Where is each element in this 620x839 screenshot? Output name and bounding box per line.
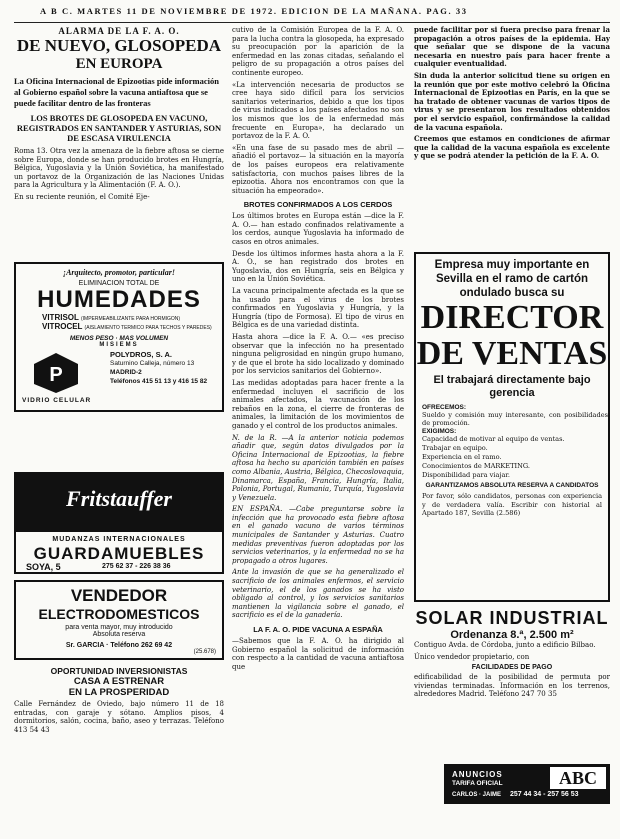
- abc-line: ANUNCIOS: [452, 770, 503, 779]
- ad-guarantee: GARANTIZAMOS ABSOLUTA RESERVA A CANDIDATOS: [425, 482, 599, 489]
- section-heading: LA F. A. O. PIDE VACUNA A ESPAÑA: [253, 625, 383, 634]
- polydros-logo-icon: [32, 352, 80, 394]
- ad-director-ventas: [414, 252, 610, 602]
- abc-line: CARLOS · JAIME: [452, 792, 502, 798]
- article-paragraph: La vacuna principalmente afectada es la que se ha usado para el virus de los brotes confirmados en Yugoslavia y Hungría, y la Hungría (tipo de Formosa). El tipo de virus en Bélgica es de una variedad distinta.: [232, 287, 404, 330]
- article-headline: DE NUEVO, GLOSOPEDA: [16, 36, 222, 55]
- ad-phones: 275 62 37 - 226 38 36: [102, 563, 171, 570]
- ad-title: VENDEDOR: [70, 586, 168, 605]
- ad-body: Contiguo Avda. de Córdoba, junto a edificio Bilbao.: [414, 641, 596, 649]
- article-paragraph: EN ESPAÑA. —Cabe preguntarse sobre la infección que ha provocado esta fiebre aftosa en el ganado vacuno de varios términos municipales de Santander y Asturias. Cuatro medidas preventivas fueron adoptadas por los servicios veterinarios, y la enfermedad no se ha propagado a otros lugares.: [232, 505, 404, 565]
- ad-address: SOYA, 5: [26, 562, 61, 572]
- article-paragraph: Creemos que estamos en condiciones de afirmar que la calidad de la vacuna española es excelente y que se podrá atender la petición de la F. A. O.: [414, 134, 610, 161]
- ad-address: Saturnino Calleja, número 13: [110, 360, 195, 367]
- ad-item: Sueldo y comisión muy interesante, con posibilidades de promoción.: [422, 411, 608, 427]
- abc-phones: 257 44 34 - 257 56 53: [510, 791, 579, 798]
- ad-line: Empresa muy importante en Sevilla en el ramo de cartón ondulado busca su: [434, 259, 590, 299]
- ad-ref: (25.678): [193, 649, 216, 655]
- ad-line: ELIMINACION TOTAL DE: [78, 280, 160, 287]
- ad-oportunidad: [14, 666, 224, 746]
- article-subhead-2: LOS BROTES DE GLOSOPEDA EN VACUNO, REGISTRADOS EN SANTANDER Y ASTURIAS, SON DE ESCASA VIRULENCIA: [16, 113, 222, 143]
- ad-body: Único vendedor propietario, con: [414, 652, 530, 661]
- ad-section: FACILIDADES DE PAGO: [471, 664, 553, 672]
- abc-line: TARIFA OFICIAL: [452, 780, 503, 787]
- article-paragraph: «La intervención necesaria de productos se cree haya sido difícil para los servicios sanitarios veterinarios, debido a que los tipos de virus indicados a los países afectados no son los mismos que los de la enfermedad más frecuente en Europa», ha declarado un portavoz de la F. A. O.: [232, 80, 404, 141]
- ad-title: HUMEDADES: [37, 286, 201, 313]
- article-glosopeda: [14, 26, 224, 260]
- ad-line: ¡Arquitecto, promotor, particular!: [62, 268, 176, 277]
- article-headline-2: EN EUROPA: [75, 56, 163, 72]
- ad-title-2: DE VENTAS: [416, 335, 608, 372]
- article-paragraph: Roma 13. Otra vez la amenaza de la fiebre aftosa se cierne sobre Europa, donde se han producido brotes en Hungría, Bélgica, Yugoslavia y la Unión Soviética, ha manifestado un portavoz de la Organización de las Naciones Unidas para la Agricultura y la Alimentación (F. A. O.).: [14, 147, 224, 190]
- svg-text:P: P: [49, 364, 63, 386]
- product-note: (IMPERMEABILIZANTE PARA HORMIGON): [80, 316, 181, 322]
- ad-footer: Por favor, sólo candidatos, personas con experiencia y de verdadera valía. Escribir con historial al Apartado 187, Sevilla (2.586): [422, 492, 602, 518]
- ad-line: Absoluta reserva: [92, 631, 146, 638]
- ad-title-2: CASA A ESTRENAR: [73, 676, 165, 687]
- article-paragraph: cutivo de la Comisión Europea de la F. A. O. para la lucha contra la glosopeda, ha expresado su preocupación por la aparición de la enfermedad en las zonas citadas, señalando el peligro de su propagación a otros países del continente europeo.: [232, 26, 404, 77]
- product-name: VITROCEL: [42, 322, 83, 331]
- ad-item: Experiencia en el ramo.: [422, 453, 502, 461]
- ad-phones: Teléfonos 415 51 13 y 416 15 82: [110, 378, 208, 385]
- article-continuation: [232, 26, 404, 786]
- ad-item: Capacidad de motivar al equipo de ventas.: [422, 435, 565, 443]
- ad-title: GUARDAMUEBLES: [33, 544, 205, 563]
- ad-title: SOLAR INDUSTRIAL: [415, 608, 609, 628]
- abc-logo: ABC: [550, 767, 606, 789]
- ad-tagline: VIDRIO CELULAR: [22, 397, 92, 404]
- article-paragraph: Ante la invasión de que se ha generalizado el sacrificio de los animales enfermos, el servicio veterinario, el de los ganados se ha visto obligado al control, y los servicios sanitarios mantienen la vigilancia sobre el ganado, el sacrificio es el de la ganadería.: [232, 568, 404, 620]
- ad-vendedor: [14, 580, 224, 660]
- article-paragraph: N. de la R. —A la anterior noticia podemos añadir que, según datos divulgados por la Oficina Internacional de Epizootias, la fiebre aftosa ha hecho su aparición también en países como Albania, Austria, Bélgica, Checoslovaquia, Dinamarca, España, Francia, Hungría, Italia, Polonia, Portugal, Rumania, Turquía, Yugoslavia y Venezuela.: [232, 433, 404, 502]
- ad-brand: MISIEMS: [99, 342, 139, 348]
- article-paragraph: «En una fase de su pasado mes de abril —añadió el portavoz— la situación en la mayoría de los países europeos era relativamente satisfactoria, con muchos países libres de la epizootia. Ahora nos encontramos con que la situación ha empeorado».: [232, 143, 404, 195]
- ad-address: MADRID-2: [110, 369, 142, 376]
- ad-logo: Fritstauffer: [66, 486, 172, 511]
- article-subhead: La Oficina Internacional de Epizootias pide información al Gobierno español sobre la vacuna antiaftosa que se puede facilitar dentro de las fronteras: [14, 76, 219, 108]
- ad-item: Trabajar en equipo.: [422, 444, 488, 452]
- ad-abc-tarifa: [444, 764, 610, 804]
- ad-contact: Sr. GARCIA · Teléfono 262 69 42: [65, 642, 173, 649]
- ad-company: POLYDROS, S. A.: [110, 350, 172, 359]
- ad-item: Disponibilidad para viajar.: [422, 471, 510, 479]
- ad-subtitle: Ordenanza 8.ª, 2.500 m²: [450, 629, 574, 641]
- ad-body: edificabilidad de la posibilidad de permuta por viviendas terminadas. Información en los terrenos, alrededores Madrid. Teléfono 247 70 35: [414, 673, 610, 699]
- ad-section: EXIGIMOS:: [422, 428, 457, 435]
- ad-subtitle: El trabajará directamente bajo gerencia: [433, 374, 591, 399]
- article-paragraph: Desde los últimos informes hasta ahora a la F. A. O., se han registrado dos brotes en Yugoslavia, dos en Hungría, seis en Bélgica y uno en la Unión Soviética.: [232, 249, 404, 284]
- section-heading: BROTES CONFIRMADOS A LOS CERDOS: [243, 200, 393, 210]
- product-note: (AISLAMIENTO TERMICO PARA TECHOS Y PAREDES): [84, 325, 212, 331]
- article-paragraph: —Sabemos que la F. A. O. ha dirigido al Gobierno español la solicitud de información con respecto a la cantidad de vacuna antiaftosa que: [232, 637, 404, 671]
- article-paragraph: En su reciente reunión, el Comité Eje-: [14, 192, 150, 201]
- article-paragraph: puede facilitar por si fuera preciso para frenar la propagación a otros países de la epidemia. Hay que señalar que se dispone de la vacuna necesaria en nuestro país para hacer frente a cualquier eventualidad.: [414, 26, 610, 69]
- ad-line: MUDANZAS INTERNACIONALES: [52, 536, 186, 543]
- ad-slogan: MENOS PESO · MAS VOLUMEN: [69, 335, 169, 342]
- ad-title-2: ELECTRODOMESTICOS: [38, 606, 200, 622]
- ad-body: Calle Fernández de Oviedo, bajo número 11 de 18 entradas, con garaje y sótano. Amplios pisos, 4 dormitorios, salón, cocina, baño, aseo y terrazas. Teléfono 413 54 43: [14, 700, 224, 734]
- article-continuation-3: [414, 26, 610, 248]
- page-header: A B C. MARTES 11 DE NOVIEMBRE DE 1972. EDICION DE LA MAÑANA. PAG. 33: [40, 6, 468, 16]
- ad-guardamuebles: [14, 472, 224, 574]
- ad-title-3: EN LA PROSPERIDAD: [68, 687, 170, 698]
- ad-item: Conocimientos de MARKETING.: [422, 462, 530, 470]
- header-rule: [14, 22, 610, 23]
- article-paragraph: Hasta ahora —dice la F. A. O.— «es preciso observar que la infección no ha presentado ninguna peligrosidad en ningún grupo humano, y de que el brote ha sido localizado y dominado por los servicios sanitarios del Gobierno».: [232, 333, 404, 376]
- ad-section: OFRECEMOS:: [422, 404, 467, 411]
- ad-line: para venta mayor, muy introducido: [65, 624, 173, 631]
- ad-title: DIRECTOR: [420, 299, 604, 336]
- ad-humedades: [14, 262, 224, 412]
- article-paragraph: Los últimos brotes en Europa están —dice la F. A. O.— han estado confinados relativamente a los cerdos, aunque Yugoslavia ha informado de casos en otros animales.: [232, 212, 404, 247]
- ad-solar-industrial: [414, 608, 610, 752]
- article-paragraph: Sin duda la anterior solicitud tiene su origen en la reunión que por este motivo celebró la Oficina Internacional de Epizootias en París, en la que se ha tratado de obtener vacunas de varios tipos de virus y se presentaron los resultados obtenidos por el servicio español, confirmándose la calidad de la vacuna española.: [414, 70, 610, 132]
- ad-title: OPORTUNIDAD INVERSIONISTAS: [50, 666, 188, 676]
- product-name: VITRISOL: [42, 313, 79, 322]
- article-kicker: ALARMA DE LA F. A. O.: [58, 26, 180, 36]
- article-paragraph: Las medidas adoptadas para hacer frente a la enfermedad incluyen el sacrificio de los animales afectados, la vacunación de los rebaños en la zona, el cierre de fronteras de animales, la limitación de los movimientos de ganado y el control de los productos animales.: [232, 378, 404, 430]
